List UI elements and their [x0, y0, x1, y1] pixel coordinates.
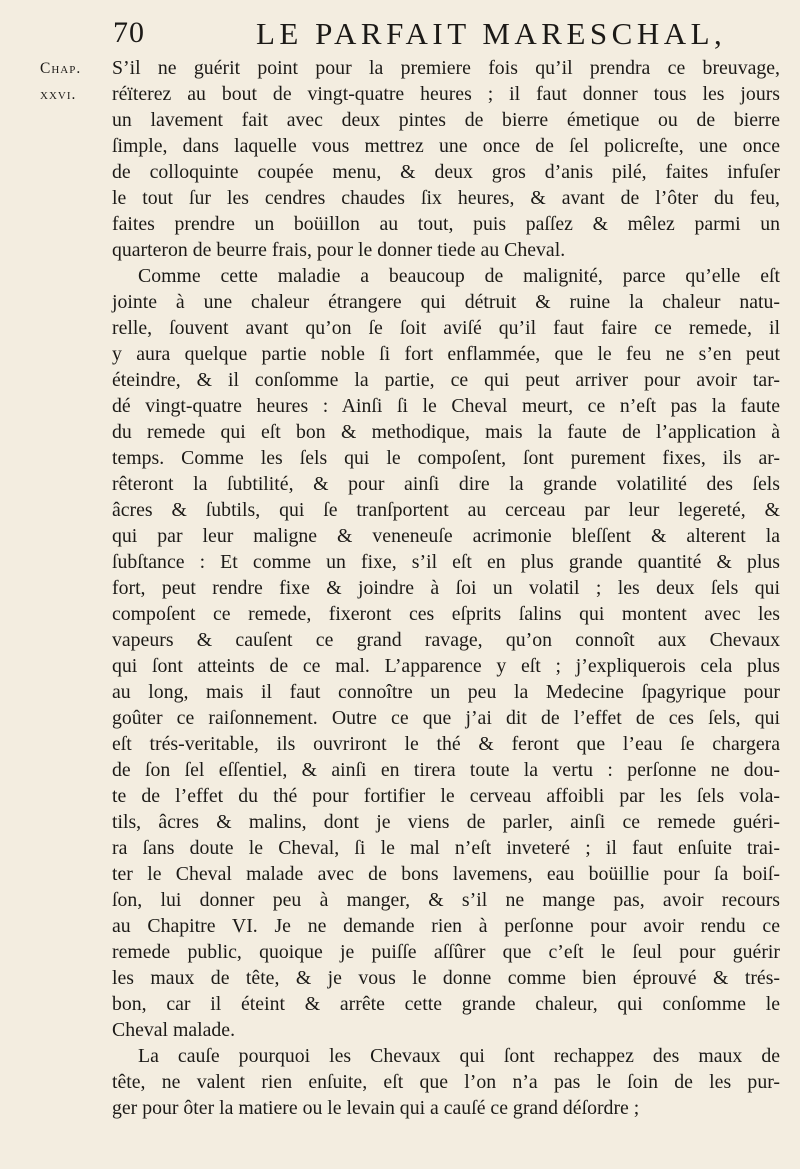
- text-line: ra ſans doute le Cheval, ſi le mal n’eſt inveteré ; il faut enſuite trai-: [112, 837, 780, 859]
- text-line: ſubſtance : Et comme un fixe, s’il eſt en plus grande quantité & plus: [112, 551, 780, 573]
- text-line: bon, car il éteint & arrête cette grande chaleur, qui conſomme le: [112, 993, 780, 1015]
- text-line: le tout ſur les cendres chaudes ſix heures, & avant de l’ôter du feu,: [112, 187, 780, 209]
- text-line: te de l’effet du thé pour fortifier le cerveau affoibli par les ſels vola-: [112, 785, 780, 807]
- text-line: du remede qui eſt bon & methodique, mais la faute de l’application à: [112, 421, 780, 443]
- text-line: jointe à une chaleur étrangere qui détruit & ruine la chaleur natu-: [112, 291, 780, 313]
- text-line: compoſent ce remede, fixeront ces eſprits ſalins qui montent avec les: [112, 603, 780, 625]
- running-title: LE PARFAIT MARESCHAL,: [256, 16, 727, 51]
- text-line: tête, ne valent rien enſuite, eſt que l’on n’a pas le ſoin de les pur-: [112, 1071, 780, 1093]
- text-line: les maux de tête, & je vous le donne comme bien éprouvé & trés-: [112, 967, 780, 989]
- text-line: temps. Comme les ſels qui le compoſent, ſont purement fixes, ils ar-: [112, 447, 780, 469]
- text-line: de colloquinte coupée menu, & deux gros d’anis pilé, faites infuſer: [112, 161, 780, 183]
- text-line: Cheval malade.: [112, 1019, 236, 1041]
- text-line: Comme cette maladie a beaucoup de malignité, parce qu’elle eſt: [138, 265, 780, 287]
- text-line: remede public, quoique je puiſſe aſſûrer que c’eſt le ſeul pour guérir: [112, 941, 780, 963]
- text-line: S’il ne guérit point pour la premiere fois qu’il prendra ce breuvage,: [112, 57, 780, 79]
- text-line: ſimple, dans laquelle vous mettrez une once de ſel policreſte, une once: [112, 135, 780, 157]
- text-line: goûter ce raiſonnement. Outre ce que j’ai dit de l’effet de ces ſels, qui: [112, 707, 780, 729]
- text-line: vapeurs & cauſent ce grand ravage, qu’on connoît aux Chevaux: [112, 629, 780, 651]
- text-line: au Chapitre VI. Je ne demande rien à perſonne pour avoir rendu ce: [112, 915, 780, 937]
- text-line: un lavement fait avec deux pintes de bierre émetique ou de bierre: [112, 109, 780, 131]
- text-line: ſon, lui donner peu à manger, & s’il ne mange pas, avoir recours: [112, 889, 780, 911]
- text-line: qui par leur maligne & veneneuſe acrimonie bleſſent & alterent la: [112, 525, 780, 547]
- text-line: au long, mais il faut connoître un peu la Medecine ſpagyrique pour: [112, 681, 780, 703]
- body-text: [112, 55, 780, 1121]
- text-line: y aura quelque partie noble ſi fort enflammée, que le feu ne s’en peut: [112, 343, 780, 365]
- text-line: ger pour ôter la matiere ou le levain qui a cauſé ce grand déſordre ;: [112, 1097, 640, 1119]
- text-line: La cauſe pourquoi les Chevaux qui ſont rechappez des maux de: [138, 1045, 780, 1067]
- text-line: réïterez au bout de vingt-quatre heures ; il faut donner tous les jours: [112, 83, 780, 105]
- text-line: qui ſont atteints de ce mal. L’apparence y eſt ; j’expliquerois cela plus: [112, 655, 780, 677]
- text-line: faites prendre un boüillon au tout, puis paſſez & mêlez parmi un: [112, 213, 780, 235]
- margin-note-line: xxvi.: [40, 86, 77, 103]
- text-line: âcres & ſubtils, qui ſe tranſportent au cerceau par leur legereté, &: [112, 499, 780, 521]
- text-line: eſt trés-veritable, ils ouvriront le thé & feront que l’eau ſe chargera: [112, 733, 780, 755]
- page-number: 70: [113, 16, 145, 49]
- text-line: tils, âcres & malins, dont je viens de parler, ainſi ce remede guéri-: [112, 811, 780, 833]
- text-line: éteindre, & il conſomme la partie, ce qui peut arriver pour avoir tar-: [112, 369, 780, 391]
- chapter-margin-note: [40, 56, 81, 108]
- text-line: fort, peut rendre fixe & joindre à ſoi un volatil ; les deux ſels qui: [112, 577, 780, 599]
- text-line: relle, ſouvent avant qu’on ſe ſoit aviſé qu’il faut faire ce remede, il: [112, 317, 780, 339]
- text-line: dé vingt-quatre heures : Ainſi ſi le Cheval meurt, ce n’eſt pas la faute: [112, 395, 780, 417]
- margin-note-line: Chap.: [40, 60, 82, 77]
- text-line: ter le Cheval malade avec de bons lavemens, eau boüillie pour ſa boiſ-: [112, 863, 780, 885]
- text-line: rêteront la ſubtilité, & pour ainſi dire la grande volatilité des ſels: [112, 473, 780, 495]
- text-line: quarteron de beurre frais, pour le donner tiede au Cheval.: [112, 239, 566, 261]
- text-line: de ſon ſel eſſentiel, & ainſi en tirera toute la vertu : perſonne ne dou-: [112, 759, 780, 781]
